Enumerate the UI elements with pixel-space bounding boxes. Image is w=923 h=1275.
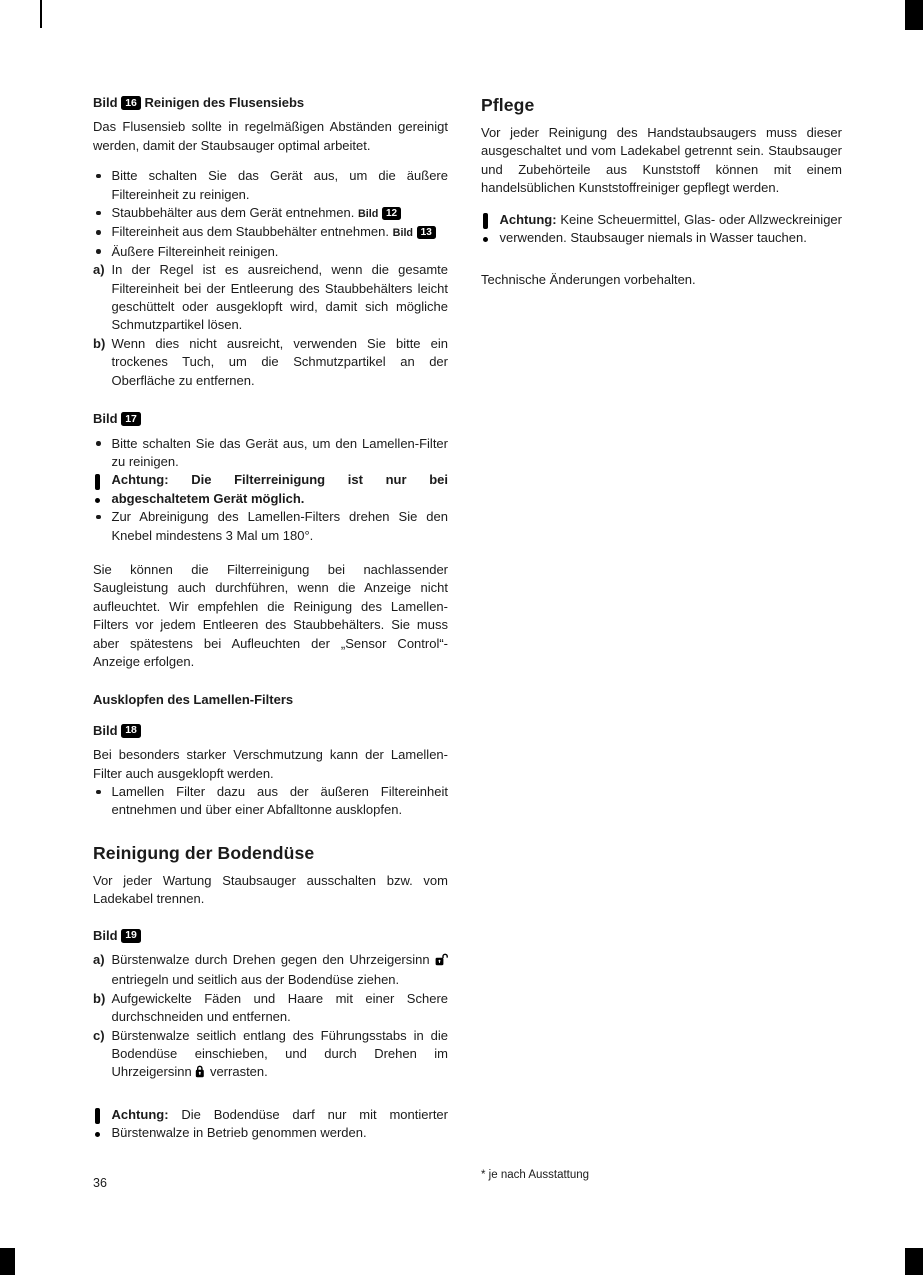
lettered-item-b <box>93 335 448 390</box>
footnote: * je nach Ausstattung <box>481 1169 590 1181</box>
list-item-text: Bitte schalten Sie das Gerät aus, um die äußere Filtereinheit zu reinigen. <box>111 168 448 202</box>
warning-label: Achtung: <box>499 211 557 227</box>
bild-19-badge: 19 <box>121 929 141 943</box>
item-text: Bürstenwalze durch Drehen gegen den Uhrzeigersinn <box>111 952 430 968</box>
heading-title: Reinigen des Flusensiebs <box>144 95 305 110</box>
item-text: In der Regel ist es ausreichend, wenn die gesamte Filtereinheit bei der Entleerung des Staubbehälters leicht geschüttelt oder ausgeklopft wird, damit sich mögliche Schmutzpartikel lösen. <box>111 262 448 333</box>
bild-18-badge: 18 <box>121 724 141 738</box>
warning-text: Keine Scheuermittel, Glas- oder Allzweckreiniger verwenden. Staubsauger niemals in Wasser tauchen. <box>499 211 842 246</box>
item-label: a) <box>93 262 105 278</box>
list-item <box>93 508 448 545</box>
heading-bild-19 <box>93 927 448 945</box>
warning-block <box>93 471 448 508</box>
list-item <box>93 204 448 223</box>
subheading-ausklopfen: Ausklopfen des Lamellen-Filters <box>93 692 294 708</box>
list-item <box>93 435 448 472</box>
heading-bild-17 <box>93 410 448 428</box>
list-item-text: Zur Abreinigung des Lamellen-Filters drehen Sie den Knebel mindestens 3 Mal um 180°. <box>111 509 448 543</box>
bild-13-badge: 13 <box>417 226 436 239</box>
unlock-icon <box>435 953 448 971</box>
item-label: b) <box>93 990 106 1006</box>
lettered-item-a <box>93 951 448 990</box>
bild-label: Bild <box>93 411 118 427</box>
item-text: Aufgewickelte Fäden und Haare mit einer Schere durchschneiden und entfernen. <box>111 990 448 1025</box>
list-item-text: Staubbehälter aus dem Gerät entnehmen. <box>111 205 355 221</box>
warning-label: Achtung: <box>111 1106 169 1122</box>
item-label: a) <box>93 952 105 968</box>
warning-exclamation-icon <box>483 213 488 242</box>
item-label: c) <box>93 1027 105 1043</box>
bild-label: Bild <box>93 927 118 943</box>
left-column <box>93 94 448 1143</box>
warning-text: Achtung: Die Filterreinigung ist nur bei abgeschaltetem Gerät möglich. <box>111 472 448 506</box>
list-item-text: Äußere Filtereinheit reinigen. <box>111 243 279 259</box>
note-text: Technische Änderungen vorbehalten. <box>481 272 696 288</box>
bild-label: Bild <box>93 95 118 110</box>
warning-text: Die Bodendüse darf nur mit montierter Bürstenwalze in Betrieb genommen werden. <box>111 1106 448 1141</box>
crop-mark-bottom-right <box>905 1248 923 1275</box>
section-heading-bodenduese: Reinigung der Bodendüse <box>93 842 315 863</box>
lettered-item-a <box>93 261 448 335</box>
item-label: b) <box>93 335 106 351</box>
crop-mark-top-left <box>40 0 42 28</box>
list-item-text: Lamellen Filter dazu aus der äußeren Filtereinheit entnehmen und über einer Abfalltonne ausklopfen. <box>111 784 448 818</box>
item-text: Bürstenwalze seitlich entlang des Führungsstabs in die Bodendüse einschieben, und durch Drehen im Uhrzeigersinn <box>111 1027 448 1080</box>
warning-exclamation-icon <box>95 1108 100 1137</box>
bild-label: Bild <box>93 722 118 738</box>
body-paragraph: Sie können die Filterreinigung bei nachlassender Saugleistung auch durchführen, wenn die Anzeige nicht aufleuchtet. Wir empfehlen die Reinigung des Lamellen-Filters vor jedem Entleeren des Staubbehälters. Sie muss aber spätestens bei Aufleuchten der „Sensor Control“-Anzeige erfolgen. <box>93 561 448 669</box>
body-paragraph: Vor jeder Reinigung des Handstaubsaugers muss dieser ausgeschaltet und vom Ladekabel getrennt sein. Staubsauger und Zubehörteile aus Kunststoff können mit einem handelsüblichen Kunststoffreiniger gepflegt werden. <box>481 125 842 196</box>
bild-16-badge: 16 <box>121 96 141 110</box>
warning-block <box>481 211 842 248</box>
bild-12-badge: 12 <box>382 207 401 220</box>
list-item-text: Filtereinheit aus dem Staubbehälter entnehmen. <box>111 224 390 240</box>
list-item-text: Bitte schalten Sie das Gerät aus, um den Lamellen-Filter zu reinigen. <box>111 435 448 469</box>
item-text: verrasten. <box>209 1064 268 1080</box>
heading-bild-18 <box>93 722 448 740</box>
lettered-item-c <box>93 1027 448 1084</box>
warning-exclamation-icon <box>95 474 100 503</box>
crop-mark-top-right <box>905 0 923 30</box>
body-paragraph: Bei besonders starker Verschmutzung kann der Lamellen-Filter auch ausgeklopft werden. <box>93 747 448 781</box>
bild-reference <box>358 205 401 220</box>
page-number: 36 <box>93 1176 107 1190</box>
lettered-item-b <box>93 990 448 1027</box>
bild-label: Bild <box>392 227 414 240</box>
bild-17-badge: 17 <box>121 412 141 426</box>
intro-paragraph: Das Flusensieb sollte in regelmäßigen Abständen gereinigt werden, damit der Staubsauger optimal arbeitet. <box>93 119 448 153</box>
list-item <box>93 783 448 820</box>
section-heading-pflege: Pflege <box>481 95 535 115</box>
list-item <box>93 243 448 261</box>
list-item <box>93 167 448 204</box>
list-item <box>93 223 448 242</box>
body-paragraph: Vor jeder Wartung Staubsauger ausschalten bzw. vom Ladekabel trennen. <box>93 872 448 907</box>
lock-icon <box>195 1065 206 1083</box>
item-text: Wenn dies nicht ausreicht, verwenden Sie bitte ein trockenes Tuch, um die Schmutzpartikel an der Oberfläche zu entfernen. <box>111 335 448 388</box>
warning-block <box>93 1106 448 1143</box>
bild-reference <box>393 224 436 239</box>
item-text: entriegeln und seitlich aus der Bodendüse ziehen. <box>111 972 400 988</box>
right-column <box>481 94 842 290</box>
bild-label: Bild <box>357 208 379 221</box>
crop-mark-bottom-left <box>0 1248 15 1275</box>
heading-bild-16 <box>93 94 448 112</box>
